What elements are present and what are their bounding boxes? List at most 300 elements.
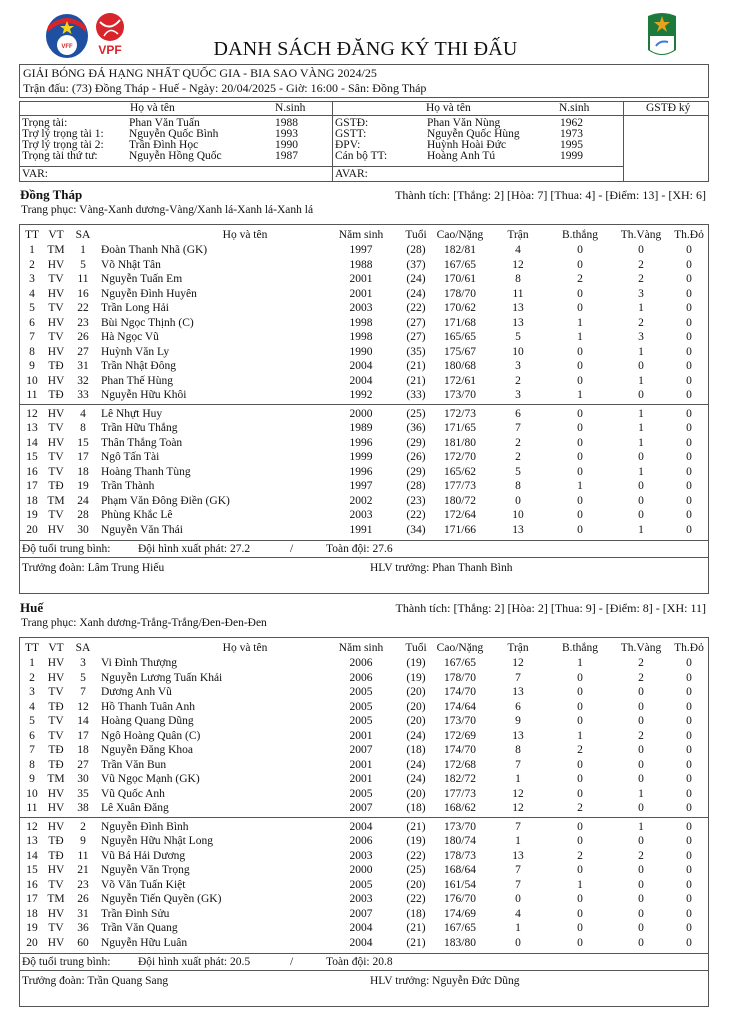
player-cn: 167/65	[444, 657, 476, 669]
player-vt: TĐ	[48, 744, 64, 756]
player-tt: 16	[26, 878, 38, 891]
avg-age-label: Độ tuổi trung bình:	[22, 543, 111, 555]
player-tran: 12	[512, 258, 524, 271]
player-row	[20, 422, 708, 434]
player-sa: 31	[77, 907, 89, 920]
column-header-tran: Trận	[507, 642, 529, 654]
player-name: Nguyễn Hữu Khôi	[101, 389, 187, 401]
player-td: 0	[686, 729, 692, 742]
player-tran: 7	[515, 758, 521, 771]
player-name: Nguyễn Tuấn Em	[101, 273, 183, 285]
player-row	[20, 773, 708, 785]
player-tran: 7	[515, 820, 521, 833]
player-bt: 0	[577, 523, 583, 536]
player-tv: 0	[638, 480, 644, 492]
player-ns: 1989	[349, 422, 373, 434]
svg-text:VFF: VFF	[61, 44, 73, 50]
player-cn: 177/73	[444, 787, 476, 800]
player-cn: 172/73	[444, 407, 476, 420]
player-sa: 28	[77, 509, 89, 521]
player-tt: 8	[29, 345, 35, 358]
player-ns: 2006	[349, 671, 373, 684]
column-header-vt: VT	[48, 229, 64, 241]
player-cn: 172/61	[444, 374, 476, 387]
player-sa: 4	[80, 407, 86, 420]
player-sa: 38	[77, 802, 89, 814]
player-row	[20, 879, 708, 891]
player-cn: 172/70	[444, 451, 476, 463]
player-tt: 15	[26, 864, 38, 876]
player-cn: 167/65	[444, 922, 476, 934]
player-row	[20, 451, 708, 463]
player-vt: TĐ	[48, 360, 64, 372]
player-vt: TM	[47, 773, 65, 785]
player-vt: TV	[48, 331, 64, 343]
player-name: Nguyễn Hữu Luân	[101, 936, 188, 949]
avg-age-all: Toàn đội: 27.6	[326, 543, 393, 555]
player-name: Trần Văn Quang	[101, 922, 178, 934]
player-tt: 10	[26, 787, 38, 800]
player-td: 0	[686, 302, 692, 314]
player-name: Lê Xuân Đăng	[101, 802, 169, 814]
player-bt: 0	[577, 287, 583, 300]
player-name: Nguyễn Đình Huyên	[101, 287, 197, 300]
player-tuoi: (19)	[406, 835, 426, 847]
player-td: 0	[686, 744, 692, 756]
player-bt: 1	[577, 657, 583, 669]
player-tuoi: (25)	[406, 864, 426, 876]
head-coach: HLV trưởng: Nguyễn Đức Dũng	[370, 975, 520, 987]
player-tv: 1	[638, 436, 644, 449]
roster-home	[19, 224, 709, 541]
player-tuoi: (27)	[406, 316, 426, 329]
player-tt: 13	[26, 835, 38, 847]
player-bt: 0	[577, 436, 583, 449]
player-sa: 27	[77, 758, 89, 771]
player-tran: 8	[515, 273, 521, 285]
player-bt: 1	[577, 331, 583, 343]
player-bt: 0	[577, 360, 583, 372]
player-row	[20, 864, 708, 876]
player-row	[20, 437, 708, 449]
player-tuoi: (21)	[406, 922, 426, 934]
officials-table	[19, 101, 709, 182]
player-cn: 173/70	[444, 715, 476, 727]
player-tv: 2	[638, 657, 644, 669]
player-row	[20, 715, 708, 727]
player-tran: 13	[512, 523, 524, 536]
player-tran: 10	[512, 345, 524, 358]
avg-age-label: Độ tuổi trung bình:	[22, 956, 111, 968]
official-name: Huỳnh Hoài Đức	[427, 139, 507, 151]
player-tt: 16	[26, 465, 38, 478]
player-row	[20, 835, 708, 847]
player-tran: 7	[515, 864, 521, 876]
player-tv: 1	[638, 787, 644, 800]
player-sa: 19	[77, 480, 89, 492]
player-td: 0	[686, 509, 692, 521]
player-bt: 0	[577, 345, 583, 358]
officials-header-birth: N.sinh	[275, 102, 306, 114]
player-ns: 2003	[349, 302, 373, 314]
column-header-tt: TT	[24, 229, 40, 241]
player-cn: 171/65	[444, 422, 476, 434]
player-name: Nguyễn Đăng Khoa	[101, 744, 193, 756]
official-role: Trợ lý trọng tài 2:	[22, 139, 104, 151]
player-vt: TV	[48, 302, 64, 314]
head-coach: HLV trưởng: Phan Thanh Bình	[370, 562, 513, 574]
player-tran: 13	[512, 686, 524, 698]
player-cn: 178/70	[444, 287, 476, 300]
team-kit-home: Trang phục: Vàng-Xanh dương-Vàng/Xanh lá-Xanh lá-Xanh lá	[21, 204, 314, 216]
player-name: Vũ Bá Hải Dương	[101, 849, 186, 862]
player-tt: 17	[26, 480, 38, 492]
player-ns: 2000	[349, 407, 373, 420]
player-td: 0	[686, 407, 692, 420]
player-sa: 26	[77, 893, 89, 905]
player-sa: 14	[77, 715, 89, 727]
player-bt: 2	[577, 802, 583, 814]
player-cn: 167/65	[444, 258, 476, 271]
player-row	[20, 850, 708, 862]
player-vt: HV	[47, 523, 65, 536]
player-vt: HV	[47, 407, 65, 420]
player-tt: 18	[26, 907, 38, 920]
player-sa: 36	[77, 922, 89, 934]
player-td: 0	[686, 657, 692, 669]
player-sa: 17	[77, 729, 89, 742]
player-td: 0	[686, 374, 692, 387]
player-name: Hà Ngọc Vũ	[101, 331, 159, 343]
player-td: 0	[686, 436, 692, 449]
player-ns: 2003	[349, 893, 373, 905]
player-tuoi: (19)	[406, 657, 426, 669]
player-ns: 2001	[349, 287, 373, 300]
player-bt: 0	[577, 700, 583, 713]
player-tran: 3	[515, 389, 521, 401]
player-tt: 11	[26, 802, 38, 814]
player-cn: 171/68	[444, 316, 476, 329]
player-vt: HV	[47, 345, 65, 358]
player-cn: 168/64	[444, 864, 476, 876]
avg-age-away	[19, 953, 709, 971]
player-row	[20, 908, 708, 920]
player-tv: 0	[638, 907, 644, 920]
player-td: 0	[686, 451, 692, 463]
team-manager: Trưởng đoàn: Trần Quang Sang	[22, 975, 169, 987]
player-ns: 2007	[349, 802, 373, 814]
player-tv: 1	[638, 465, 644, 478]
player-name: Vũ Quốc Anh	[101, 787, 165, 800]
player-row	[20, 788, 708, 800]
column-header-tv: Th.Vàng	[620, 642, 662, 654]
player-td: 0	[686, 345, 692, 358]
player-bt: 0	[577, 758, 583, 771]
avg-age-sep: /	[290, 956, 294, 968]
player-name: Trần Thành	[101, 480, 155, 492]
player-td: 0	[686, 922, 692, 934]
player-tran: 1	[515, 773, 521, 785]
player-td: 0	[686, 700, 692, 713]
player-tt: 1	[29, 657, 35, 669]
officials-header-name2: Họ và tên	[426, 102, 471, 114]
player-tt: 19	[26, 922, 38, 934]
player-bt: 0	[577, 773, 583, 785]
player-bt: 2	[577, 849, 583, 862]
player-vt: HV	[47, 287, 65, 300]
player-vt: TM	[47, 893, 65, 905]
player-ns: 1997	[349, 480, 373, 492]
player-tt: 20	[26, 523, 38, 536]
player-bt: 0	[577, 494, 583, 507]
player-tt: 20	[26, 936, 38, 949]
player-tv: 0	[638, 509, 644, 521]
player-ns: 2006	[349, 835, 373, 847]
player-ns: 2001	[349, 273, 373, 285]
player-name: Vũ Ngọc Mạnh (GK)	[101, 773, 200, 785]
player-tv: 0	[638, 715, 644, 727]
player-td: 0	[686, 835, 692, 847]
player-row	[20, 480, 708, 492]
player-tran: 13	[512, 729, 524, 742]
team-stats-away: Thành tích: [Thắng: 2] [Hòa: 2] [Thua: 9] - [Điểm: 8] - [XH: 11]	[395, 601, 706, 615]
player-tran: 7	[515, 878, 521, 891]
player-tt: 2	[29, 258, 35, 271]
officials-header-birth2: N.sinh	[559, 102, 590, 114]
player-cn: 168/62	[444, 802, 476, 814]
avg-age-all: Toàn đội: 20.8	[326, 956, 393, 968]
player-sa: 23	[77, 878, 89, 891]
player-vt: TV	[48, 878, 64, 891]
player-ns: 2004	[349, 360, 373, 372]
player-tv: 0	[638, 700, 644, 713]
player-tran: 12	[512, 787, 524, 800]
player-td: 0	[686, 316, 692, 329]
column-header-cn: Cao/Nặng	[436, 642, 484, 654]
player-ns: 2003	[349, 849, 373, 862]
player-tv: 1	[638, 345, 644, 358]
player-tt: 6	[29, 316, 35, 329]
player-sa: 11	[77, 849, 89, 862]
player-sa: 21	[77, 864, 89, 876]
player-sa: 30	[77, 523, 89, 536]
player-tran: 8	[515, 744, 521, 756]
player-row	[20, 389, 708, 401]
player-sa: 31	[77, 360, 89, 372]
player-ns: 2005	[349, 878, 373, 891]
player-tt: 14	[26, 436, 38, 449]
team-kit-away: Trang phục: Xanh dương-Trắng-Trắng/Đen-Đen-Đen	[21, 617, 267, 629]
player-row	[20, 893, 708, 905]
column-header-tuoi: Tuổi	[405, 642, 427, 654]
player-row	[20, 730, 708, 742]
player-vt: HV	[47, 820, 65, 833]
official-birth: 1990	[275, 139, 298, 151]
player-sa: 18	[77, 744, 89, 756]
player-sa: 33	[77, 389, 89, 401]
player-ns: 1988	[349, 258, 373, 271]
player-td: 0	[686, 936, 692, 949]
player-tt: 12	[26, 407, 38, 420]
player-tt: 7	[29, 331, 35, 343]
player-row	[20, 821, 708, 833]
player-row	[20, 509, 708, 521]
player-name: Đoàn Thanh Nhã (GK)	[101, 244, 208, 256]
player-tv: 2	[638, 849, 644, 862]
player-tuoi: (21)	[406, 360, 426, 372]
player-cn: 170/61	[444, 273, 476, 285]
league-name: GIẢI BÓNG ĐÁ HẠNG NHẤT QUỐC GIA - BIA SAO VÀNG 2024/25	[23, 66, 377, 80]
player-tt: 4	[29, 700, 35, 713]
roster-header	[20, 642, 708, 654]
player-tuoi: (20)	[406, 686, 426, 698]
player-row	[20, 802, 708, 814]
player-tran: 9	[515, 715, 521, 727]
column-header-bt: B.thắng	[561, 642, 599, 654]
player-tuoi: (20)	[406, 700, 426, 713]
official-role: Trọng tài:	[22, 117, 68, 129]
player-name: Nguyễn Đình Bình	[101, 820, 189, 833]
player-tuoi: (18)	[406, 744, 426, 756]
player-ns: 1998	[349, 331, 373, 343]
player-cn: 180/72	[444, 494, 476, 507]
player-tuoi: (37)	[406, 258, 426, 271]
player-row	[20, 672, 708, 684]
player-tt: 9	[29, 360, 35, 372]
player-bt: 0	[577, 715, 583, 727]
player-sa: 22	[77, 302, 89, 314]
column-header-ns: Năm sinh	[338, 229, 384, 241]
player-name: Vi Đình Thượng	[101, 657, 177, 669]
player-tuoi: (29)	[406, 465, 426, 478]
player-tran: 2	[515, 451, 521, 463]
player-vt: TV	[48, 922, 64, 934]
player-vt: HV	[47, 316, 65, 329]
player-vt: TĐ	[48, 700, 64, 713]
official-name: Trần Đình Học	[129, 139, 199, 151]
player-cn: 177/73	[444, 480, 476, 492]
player-row	[20, 759, 708, 771]
player-tran: 2	[515, 436, 521, 449]
player-sa: 30	[77, 773, 89, 785]
player-tv: 0	[638, 773, 644, 785]
player-name: Phan Thế Hùng	[101, 374, 173, 387]
player-row	[20, 331, 708, 343]
player-cn: 183/80	[444, 936, 476, 949]
player-bt: 0	[577, 302, 583, 314]
player-tran: 4	[515, 244, 521, 256]
official-name: Nguyễn Hồng Quốc	[129, 150, 222, 162]
player-bt: 0	[577, 451, 583, 463]
player-tran: 10	[512, 509, 524, 521]
player-tuoi: (22)	[406, 302, 426, 314]
player-name: Võ Nhật Tân	[101, 258, 161, 271]
staff-away	[19, 970, 709, 1007]
player-tt: 13	[26, 422, 38, 434]
match-info-box	[19, 64, 709, 98]
player-tran: 3	[515, 360, 521, 372]
player-tv: 2	[638, 273, 644, 285]
official-name: Phan Văn Tuấn	[129, 117, 200, 129]
player-bt: 1	[577, 389, 583, 401]
player-row	[20, 375, 708, 387]
player-sa: 2	[80, 820, 86, 833]
column-header-tran: Trận	[507, 229, 529, 241]
player-tv: 0	[638, 802, 644, 814]
player-tran: 12	[512, 802, 524, 814]
player-row	[20, 346, 708, 358]
player-ns: 2001	[349, 729, 373, 742]
player-ns: 2007	[349, 907, 373, 920]
player-name: Lê Nhựt Huy	[101, 407, 163, 420]
player-sa: 16	[77, 287, 89, 300]
player-row	[20, 466, 708, 478]
player-row	[20, 408, 708, 420]
player-tt: 8	[29, 758, 35, 771]
player-tv: 2	[638, 258, 644, 271]
player-bt: 1	[577, 729, 583, 742]
player-tv: 0	[638, 922, 644, 934]
player-tt: 7	[29, 744, 35, 756]
player-tv: 3	[638, 331, 644, 343]
player-tuoi: (22)	[406, 893, 426, 905]
player-name: Hoàng Thanh Tùng	[101, 465, 191, 478]
player-ns: 2006	[349, 657, 373, 669]
player-ns: 1999	[349, 451, 373, 463]
player-tran: 7	[515, 422, 521, 434]
player-tuoi: (24)	[406, 287, 426, 300]
player-name: Trần Đình Sửu	[101, 907, 170, 920]
player-td: 0	[686, 773, 692, 785]
player-vt: TV	[48, 509, 64, 521]
player-tt: 18	[26, 494, 38, 507]
player-tv: 3	[638, 287, 644, 300]
player-vt: TM	[47, 494, 65, 507]
player-bt: 0	[577, 864, 583, 876]
player-tuoi: (28)	[406, 480, 426, 492]
player-tt: 10	[26, 374, 38, 387]
player-sa: 17	[77, 451, 89, 463]
player-tuoi: (21)	[406, 936, 426, 949]
player-sa: 7	[80, 686, 86, 698]
player-tuoi: (18)	[406, 907, 426, 920]
player-name: Nguyễn Tiến Quyền (GK)	[101, 893, 222, 905]
player-bt: 0	[577, 936, 583, 949]
player-tt: 12	[26, 820, 38, 833]
official-birth: 1999	[560, 150, 583, 162]
player-tuoi: (19)	[406, 671, 426, 684]
player-td: 0	[686, 273, 692, 285]
player-row	[20, 302, 708, 314]
player-tv: 0	[638, 686, 644, 698]
player-vt: TĐ	[48, 835, 64, 847]
officials-header-name: Họ và tên	[130, 102, 175, 114]
player-tv: 2	[638, 316, 644, 329]
player-vt: TV	[48, 715, 64, 727]
player-tran: 0	[515, 936, 521, 949]
player-ns: 2005	[349, 715, 373, 727]
player-tt: 4	[29, 287, 35, 300]
player-td: 0	[686, 758, 692, 771]
player-ns: 2005	[349, 686, 373, 698]
player-bt: 0	[577, 686, 583, 698]
player-bt: 2	[577, 273, 583, 285]
player-td: 0	[686, 715, 692, 727]
player-bt: 0	[577, 820, 583, 833]
player-cn: 173/70	[444, 820, 476, 833]
team-manager: Trưởng đoàn: Lâm Trung Hiếu	[22, 562, 165, 574]
player-td: 0	[686, 523, 692, 536]
